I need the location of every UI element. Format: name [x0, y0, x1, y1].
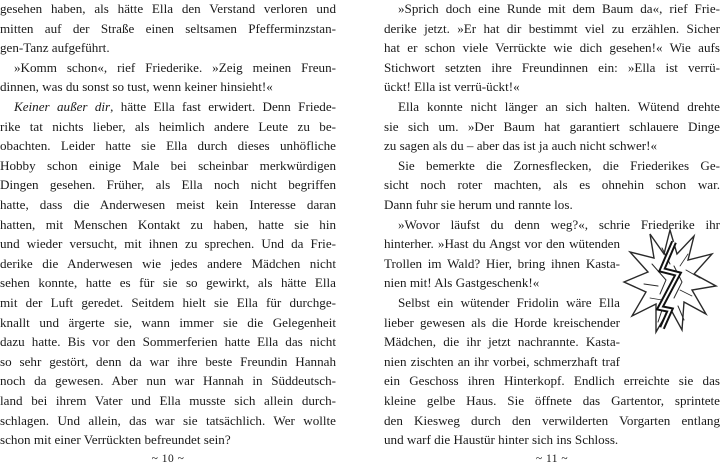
text-line: lieber gewesen als die Horde kreischender [384, 314, 620, 330]
text-line: dazu hatte. Bis vor den Sommerferien hatte Ella das nicht [0, 334, 336, 350]
chestnut-impact-icon [622, 224, 718, 338]
text-line: »Wovor läufst du denn weg?«, schrie Friederike ihr [398, 216, 720, 232]
text-line: nien mit! Als Gastgeschenk!« [384, 275, 540, 291]
text-line: schlagen. Und allein, das war sie tatsächlich. Wer wollte [0, 412, 336, 428]
text-line: obachten. Leider hatte sie Ella durch dieses unhöfliche [0, 138, 336, 154]
text-line: derike jetzt. »Er hat dir bestimmt viel zu erzählen. Sicher [384, 20, 720, 36]
emphasized-text: Keiner außer dir [14, 99, 111, 114]
text-line: Hobby schon einige Male bei scheinbar merkwürdigen [0, 157, 336, 173]
text-line: land bei ihrem Vater und Ella musste sich allein durch- [0, 393, 336, 408]
text-line: gesehen haben, als hätte Ella den Verstand verloren und [0, 1, 336, 16]
text-line: derike die Anderwesen wie jedes andere Mädchen nicht [0, 255, 336, 271]
text-line: Mädchen, die ihr jetzt nachrannte. Kasta- [384, 334, 620, 350]
text-line: kleine gelbe Haus. Sie öffnete das Gartentor, sprintete [384, 393, 720, 408]
text-line: »Komm schon«, rief Friederike. »Zeig meinen Freun- [14, 59, 336, 75]
text-line: hat er schon viele Verrückte wie dich gesehen!« Wie aufs [384, 40, 720, 56]
text-line: mit der Luft geredet. Seitdem hielt sie Ella für durchge- [0, 295, 336, 310]
text-line: rike tat nichts lieber, als heimlich andere Leute zu be- [0, 118, 336, 134]
text-line: sehen konnte, hatte es für sie so gewirkt, als hätte Ella [0, 275, 336, 291]
text-line: Trollen im Wald? Hier, bring ihnen Kasta- [384, 255, 620, 271]
text-line: Ella konnte nicht länger an sich halten. Wütend drehte [398, 99, 720, 114]
text-line: Stichwort setzten ihre Freundinnen ein: »Ella ist verrü- [384, 59, 720, 75]
text-line: schon mit einer Verrückten befreundet sein? [0, 432, 231, 448]
text-line: dinnen, was du sonst so tust, wenn keiner hinsieht!« [0, 79, 273, 95]
text-line: Selbst ein wütender Fridolin wäre Ella [398, 295, 620, 310]
text-line: mitten auf der Straße einen seltsamen Pfefferminzstan- [0, 20, 336, 36]
text-line: und wieder versucht, mit ihnen zu sprechen. Und da Frie- [0, 236, 336, 252]
text-line: sie sich um. »Der Baum hat garantiert schlauere Dinge [384, 118, 720, 134]
text-line: gen-Tanz aufgeführt. [0, 40, 110, 56]
text-line: Dingen gesehen. Früher, als Ella noch nicht begriffen [0, 177, 336, 193]
text-segment: , hätte Ella fast erwidert. [110, 99, 263, 114]
text-line: hatte, dass die Anderwesen meist kein Interesse daran [0, 197, 336, 212]
text-line [0, 99, 336, 115]
text-line: sicht noch roter machten, als es ohnehin schon war. [384, 177, 720, 193]
text-line: den Kiesweg durch den verwilderten Vorgarten entlang [384, 412, 720, 428]
text-line: nien zischten an ihr vorbei, schmerzhaft traf [384, 353, 620, 369]
page-number: ~ 11 ~ [535, 453, 569, 465]
text-line: zu sagen als du – aber das ist ja auch nicht schwer!« [384, 138, 658, 154]
text-line: knallt und ärgerte sie, wann immer sie die Gelegenheit [0, 314, 336, 330]
text-segment: Denn Friede- [262, 99, 336, 114]
text-line: ückt! Ella ist verrü-ückt!« [384, 79, 520, 95]
text-line: hinterher. »Hast du Angst vor den wütenden [384, 236, 620, 252]
text-line: noch da gewesen. Aber nun war Hannah in Süddeutsch- [0, 373, 336, 389]
text-line: Dann fuhr sie herum und rannte los. [384, 197, 573, 212]
text-line: und warf die Haustür hinter sich ins Schloss. [384, 432, 619, 448]
text-line: so sehr gestört, denn da war ihre beste Freundin Hannah [0, 353, 336, 369]
page-number: ~ 10 ~ [151, 453, 185, 465]
text-line: hatten, mit Menschen Kontakt zu haben, hatte sie hin [0, 216, 336, 232]
text-line: »Sprich doch eine Runde mit dem Baum da«, rief Frie- [398, 1, 720, 16]
text-line: ein Geschoss ihren Hinterkopf. Endlich erreichte sie das [384, 373, 720, 389]
text-line: Sie bemerkte die Zornesflecken, die Friederikes Ge- [398, 157, 720, 173]
